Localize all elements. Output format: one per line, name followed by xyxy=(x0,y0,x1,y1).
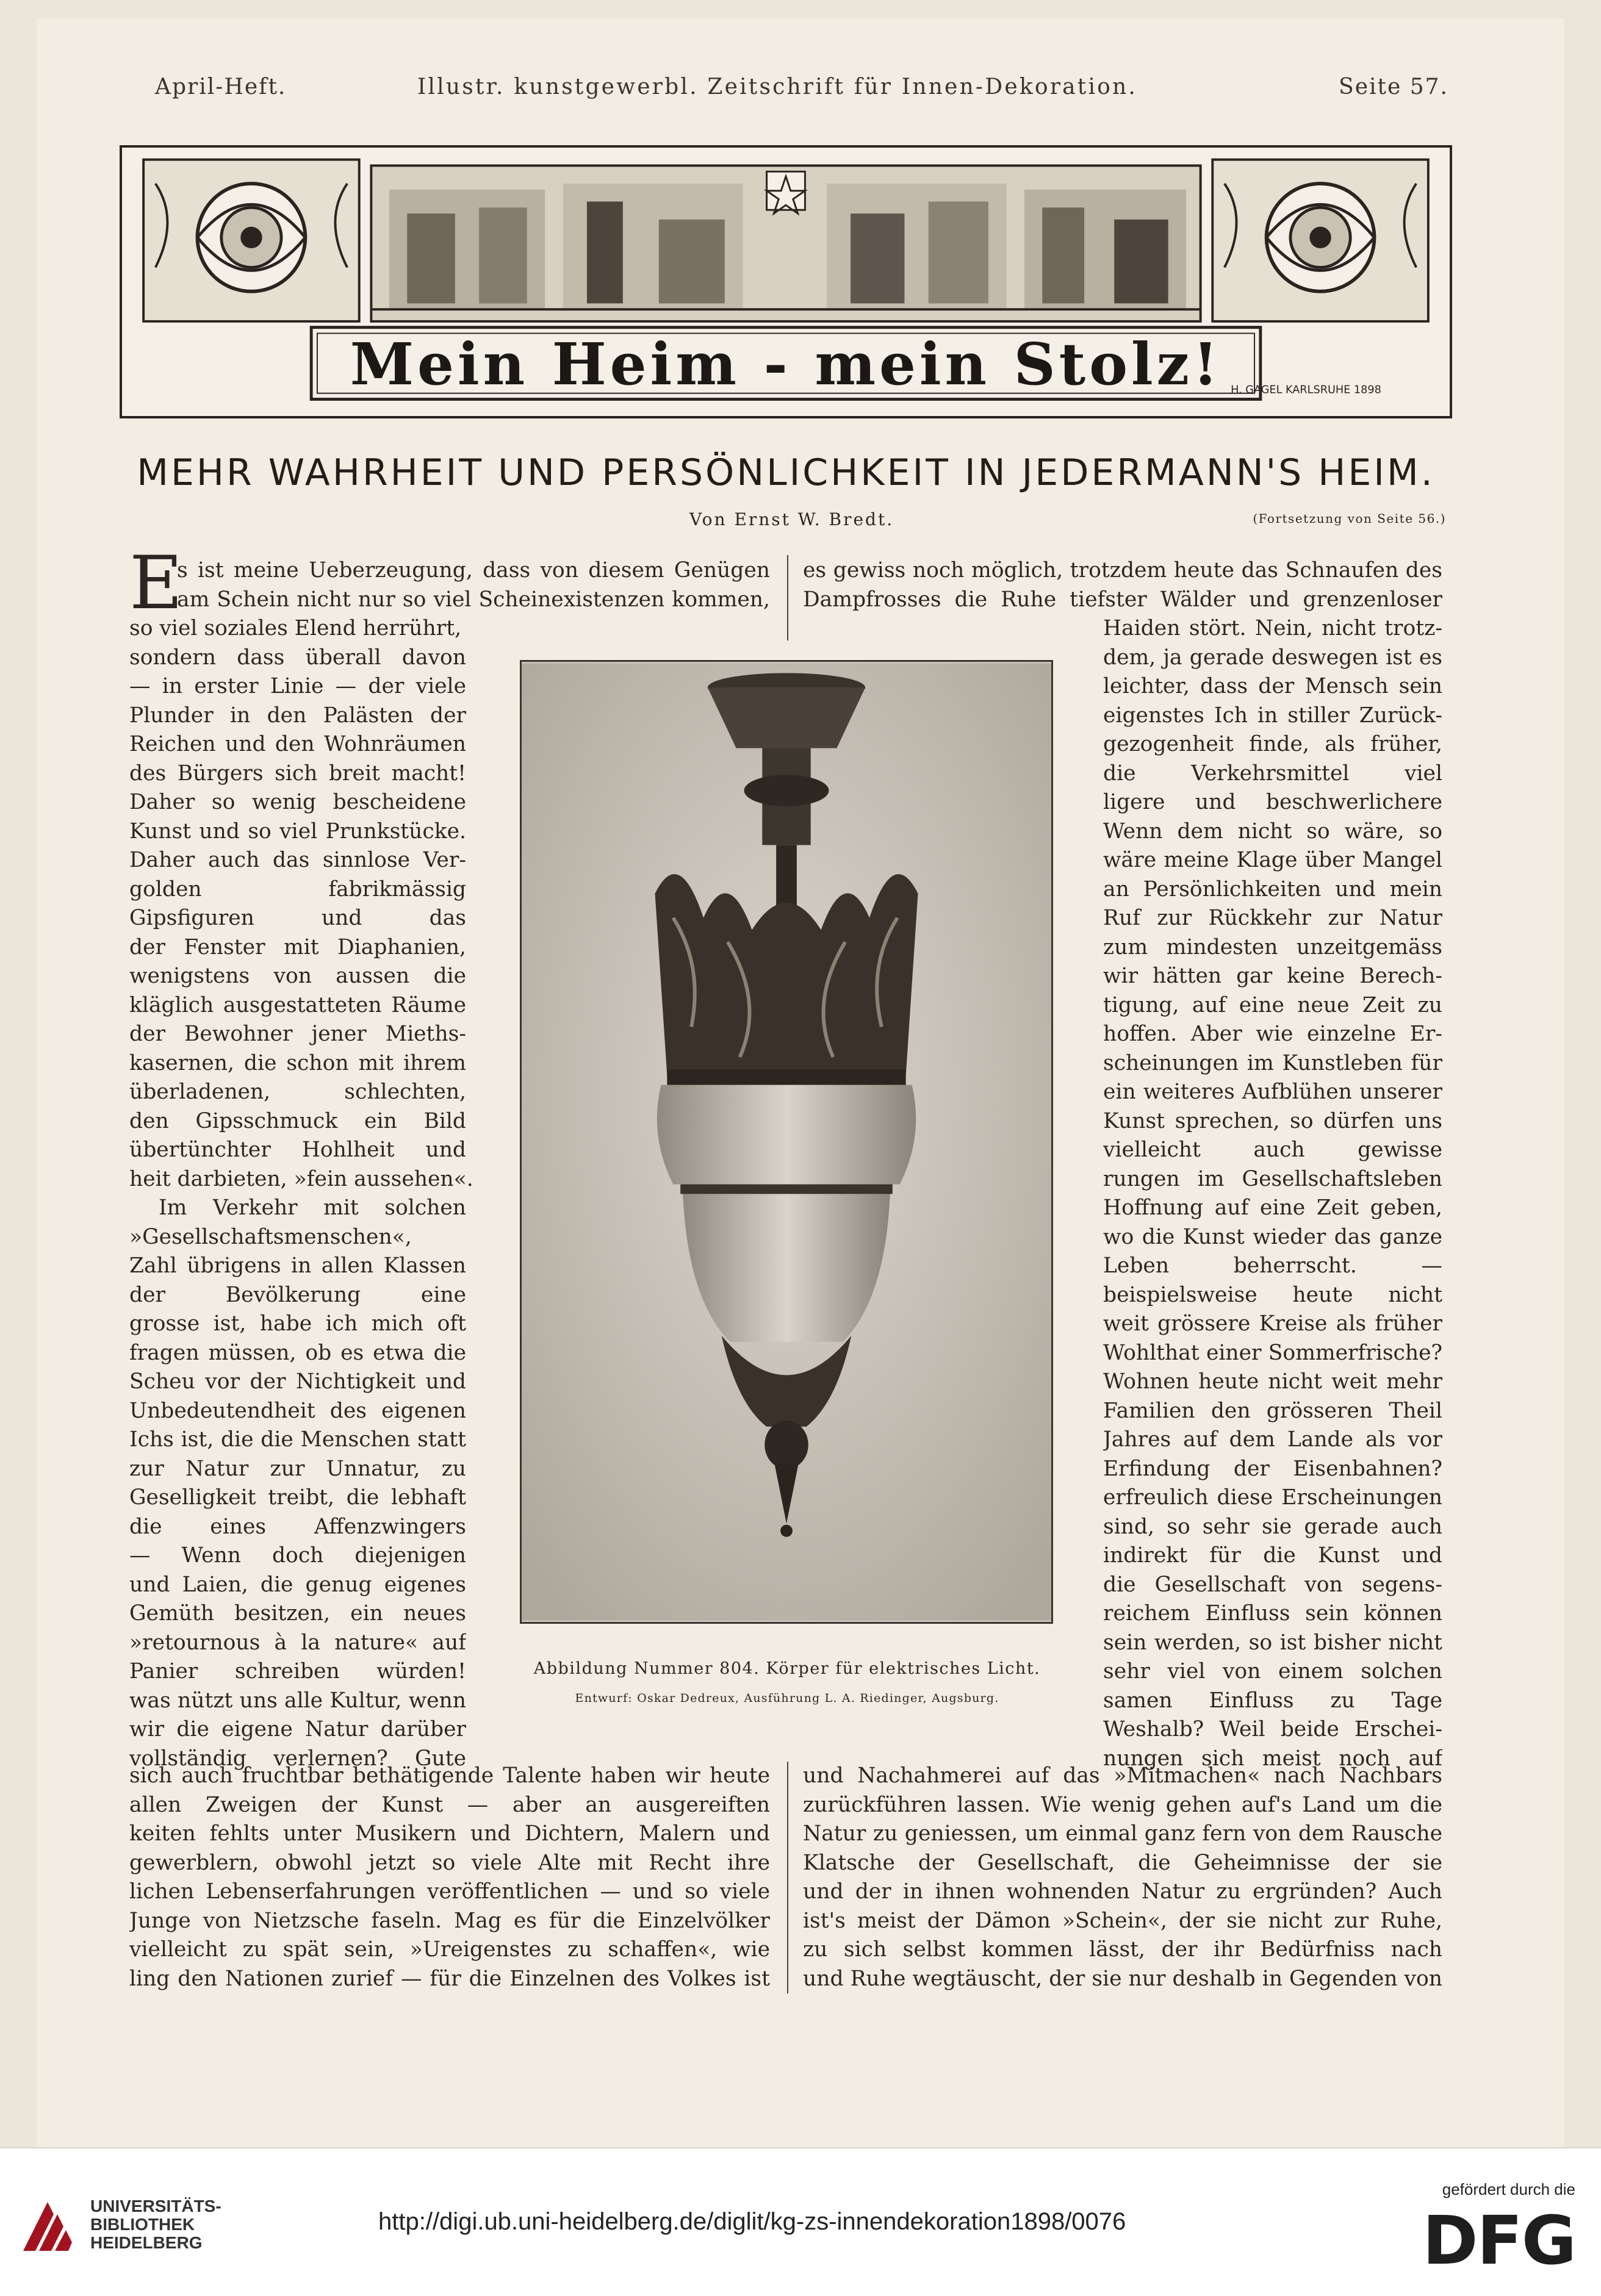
text-line: überladenen, schlechten, xyxy=(129,1080,466,1104)
text-line: ligere und beschwerlichere xyxy=(1103,790,1442,814)
text-line: Wohnen heute nicht weit mehr xyxy=(1103,1369,1442,1394)
text-line: Haiden stört. Nein, nicht trotz- xyxy=(1103,616,1442,640)
text-line: Hoffnung auf eine Zeit geben, xyxy=(1103,1196,1442,1220)
text-line: beispielsweise heute nicht xyxy=(1103,1282,1442,1307)
text-line: Scheu vor der Nichtigkeit und xyxy=(129,1369,466,1394)
text-line: der Fenster mit Diaphanien, xyxy=(129,935,466,960)
column-rule-top xyxy=(787,555,788,640)
text-line: wir hätten gar keine Berech- xyxy=(1103,964,1442,988)
text-line: keiten fehlts unter Musikern und Dichtern, Malern und xyxy=(129,1821,770,1846)
text-line: zu sich selbst kommen lässt, der ihr Bedürfniss nach xyxy=(803,1937,1442,1962)
left-floral-ornament xyxy=(143,160,359,321)
text-line: und Ruhe wegtäuscht, der sie nur deshalb in Gegenden von xyxy=(803,1966,1442,1991)
running-head xyxy=(155,74,1448,111)
text-line: Unbedeutendheit des eigenen xyxy=(129,1398,466,1423)
text-line: »Gesellschaftsmenschen«, xyxy=(129,1224,412,1249)
text-line: fragen müssen, ob es etwa die xyxy=(129,1340,466,1365)
text-line: an Persönlichkeiten und mein xyxy=(1103,877,1442,902)
text-line: des Bürgers sich breit macht! xyxy=(129,761,466,786)
text-line: lichen Lebenserfahrungen veröffentlichen — und so viele xyxy=(129,1879,770,1904)
text-line: Kunst sprechen, so dürfen uns xyxy=(1103,1108,1442,1133)
text-line: vielleicht zu spät sein, »Ureigenstes zu schaffen«, wie xyxy=(129,1937,770,1962)
text-line: Erfindung der Eisenbahnen? xyxy=(1103,1456,1442,1481)
text-line: scheinungen im Kunstleben für xyxy=(1103,1050,1442,1075)
masthead-illustration xyxy=(120,145,1452,418)
text-line: weit grössere Kreise als früher xyxy=(1103,1311,1442,1336)
text-line: was nützt uns alle Kultur, wenn xyxy=(129,1688,466,1713)
university-library-logo-icon xyxy=(17,2196,76,2257)
text-line: und der in ihnen wohnenden Natur zu ergründen? Auch xyxy=(803,1879,1442,1904)
text-line: Weshalb? Weil beide Erschei- xyxy=(1103,1717,1442,1742)
text-line: heit darbieten, »fein aussehen«. xyxy=(129,1166,473,1191)
text-line: die Gesellschaft von segens- xyxy=(1103,1572,1442,1597)
text-line: die eines Affenzwingers xyxy=(129,1514,466,1539)
text-line: s ist meine Ueberzeugung, dass von diesem Genügen xyxy=(177,558,770,583)
text-line: allen Zweigen der Kunst — aber an ausgereiften xyxy=(129,1792,770,1817)
figure-lamp-photo xyxy=(520,660,1053,1624)
text-line: übertünchter Hohlheit und xyxy=(129,1138,466,1162)
figure-caption: Abbildung Nummer 804. Körper für elektrisches Licht. xyxy=(533,1659,1041,1678)
text-line: Reichen und den Wohnräumen xyxy=(129,732,466,756)
text-line: zum mindesten unzeitgemäss xyxy=(1103,935,1442,960)
text-line: samen Einfluss zu Tage xyxy=(1103,1688,1442,1713)
figure-credit: Entwurf: Oskar Dedreux, Ausführung L. A. Riedinger, Augsburg. xyxy=(575,1692,999,1705)
text-line: und Nachahmerei auf das »Mitmachen« nach Nachbars xyxy=(803,1763,1442,1788)
text-line: kasernen, die schon mit ihrem xyxy=(129,1050,466,1075)
text-line: Familien den grösseren Theil xyxy=(1103,1398,1442,1423)
text-line: Wohlthat einer Sommerfrische? xyxy=(1103,1340,1442,1365)
text-line: eigenstes Ich in stiller Zurück- xyxy=(1103,703,1442,728)
journal-title: Illustr. kunstgewerbl. Zeitschrift für Innen-Dekoration. xyxy=(417,74,1138,99)
text-line: indirekt für die Kunst und xyxy=(1103,1543,1442,1568)
drop-cap: E xyxy=(129,541,183,626)
artist-signature: H. GAGEL KARLSRUHE 1898 xyxy=(1231,384,1381,396)
text-line: es gewiss noch möglich, trotzdem heute das Schnaufen des xyxy=(803,558,1442,583)
text-line: so viel soziales Elend herrührt, xyxy=(129,616,462,640)
text-line: zur Natur zur Unnatur, zu xyxy=(129,1456,466,1481)
text-line: Ichs ist, die die Menschen statt xyxy=(129,1427,466,1452)
text-line: Daher so wenig bescheidene xyxy=(129,790,466,814)
text-line: zurückführen lassen. Wie wenig gehen auf's Land um die xyxy=(803,1792,1442,1817)
text-line: kläglich ausgestatteten Räume xyxy=(129,992,466,1017)
text-line: Leben beherrscht. — xyxy=(1103,1254,1442,1278)
text-line: leichter, dass der Mensch sein xyxy=(1103,674,1442,698)
byline: Von Ernst W. Bredt. xyxy=(689,509,894,529)
text-line: sich auch fruchtbar bethätigende Talente haben wir heute xyxy=(129,1763,770,1788)
text-line: — in erster Linie — der viele xyxy=(129,674,466,698)
text-line: grosse ist, habe ich mich oft xyxy=(129,1311,466,1336)
text-line: am Schein nicht nur so viel Scheinexistenzen kommen, xyxy=(177,587,770,612)
text-line: Kunst und so viel Prunkstücke. xyxy=(129,819,466,844)
text-line: wäre meine Klage über Mangel xyxy=(1103,848,1442,872)
masthead-motto: Mein Heim - mein Stolz! xyxy=(350,330,1222,398)
interior-scene xyxy=(371,165,1200,321)
text-line: sind, so sehr sie gerade auch xyxy=(1103,1514,1442,1539)
text-line: Geselligkeit treibt, die lebhaft xyxy=(129,1485,466,1510)
text-line: sein werden, so ist bisher nicht xyxy=(1103,1630,1442,1655)
text-line: tigung, auf eine neue Zeit zu xyxy=(1103,992,1442,1017)
text-line: Panier schreiben würden! xyxy=(129,1659,466,1684)
text-line: vielleicht auch gewisse xyxy=(1103,1138,1442,1162)
text-line: erfreulich diese Erscheinungen xyxy=(1103,1485,1442,1510)
text-line: Gipsfiguren und das xyxy=(129,906,466,930)
text-line: gewerblern, obwohl jetzt so viele Alte mit Recht ihre xyxy=(129,1850,770,1875)
text-line: »retournous à la nature« auf xyxy=(129,1630,466,1655)
digitization-footer xyxy=(0,2147,1601,2296)
text-line: wir die eigene Natur darüber xyxy=(129,1717,466,1742)
library-name: UNIVERSITÄTS- BIBLIOTHEK HEIDELBERG xyxy=(90,2197,221,2252)
text-line: der Bewohner jener Mieths- xyxy=(129,1022,466,1046)
permalink-url[interactable]: http://digi.ub.uni-heidelberg.de/diglit/kg-zs-innendekoration1898/0076 xyxy=(378,2208,1126,2235)
article-title: MEHR WAHRHEIT UND PERSÖNLICHKEIT IN JEDERMANN'S HEIM. xyxy=(137,451,1435,494)
text-line: golden fabrikmässig xyxy=(129,877,466,902)
text-line: Dampfrosses die Ruhe tiefster Wälder und grenzenloser xyxy=(803,587,1442,612)
text-line: Natur zu geniessen, um einmal ganz fern von dem Rausche xyxy=(803,1821,1442,1846)
text-line: die Verkehrsmittel viel xyxy=(1103,761,1442,786)
column-rule-bottom xyxy=(787,1762,788,1993)
text-line: ling den Nationen zurief — für die Einzelnen des Volkes ist xyxy=(129,1966,770,1991)
text-line: nungen sich meist noch auf xyxy=(1103,1746,1442,1771)
text-line: rungen im Gesellschaftsleben xyxy=(1103,1166,1442,1191)
continuation-note: (Fortsetzung von Seite 56.) xyxy=(1253,511,1446,526)
dfg-logo: DFG xyxy=(1422,2201,1575,2280)
text-line: reichem Einfluss sein können xyxy=(1103,1601,1442,1626)
text-line: Junge von Nietzsche faseln. Mag es für die Einzelvölker xyxy=(129,1908,770,1933)
text-line: wo die Kunst wieder das ganze xyxy=(1103,1224,1442,1249)
text-line: und Laien, die genug eigenes xyxy=(129,1572,466,1597)
text-line: gezogenheit finde, als früher, xyxy=(1103,732,1442,756)
right-floral-ornament xyxy=(1212,160,1428,321)
text-line: sehr viel von einem solchen xyxy=(1103,1659,1442,1684)
text-line: Plunder in den Palästen der xyxy=(129,703,466,728)
text-line: der Bevölkerung eine xyxy=(129,1282,466,1307)
text-line: Gemüth besitzen, ein neues xyxy=(129,1601,466,1626)
funding-note: gefördert durch die xyxy=(1442,2180,1575,2198)
text-line: sondern dass überall davon xyxy=(129,645,466,670)
issue-label: April-Heft. xyxy=(155,74,287,99)
text-line: hoffen. Aber wie einzelne Er- xyxy=(1103,1022,1442,1046)
text-line: wenigstens von aussen die xyxy=(129,964,466,988)
text-line: dem, ja gerade deswegen ist es xyxy=(1103,645,1442,670)
text-line: Wenn dem nicht so wäre, so xyxy=(1103,819,1442,844)
text-line: Jahres auf dem Lande als vor xyxy=(1103,1427,1442,1452)
text-line: ein weiteres Aufblühen unserer xyxy=(1103,1080,1442,1104)
text-line: vollständig verlernen? Gute xyxy=(129,1746,466,1771)
text-line: Daher auch das sinnlose Ver- xyxy=(129,848,466,872)
text-line: Klatsche der Gesellschaft, die Geheimnisse der sie xyxy=(803,1850,1442,1875)
text-line: Ruf zur Rückkehr zur Natur xyxy=(1103,906,1442,930)
text-line: den Gipsschmuck ein Bild xyxy=(129,1108,466,1133)
text-line: Zahl übrigens in allen Klassen xyxy=(129,1254,466,1278)
text-line: Im Verkehr mit solchen xyxy=(159,1196,466,1220)
text-line: ist's meist der Dämon »Schein«, der sie nicht zur Ruhe, xyxy=(803,1908,1442,1933)
page-number: Seite 57. xyxy=(1339,74,1448,99)
text-line: — Wenn doch diejenigen xyxy=(129,1543,466,1568)
